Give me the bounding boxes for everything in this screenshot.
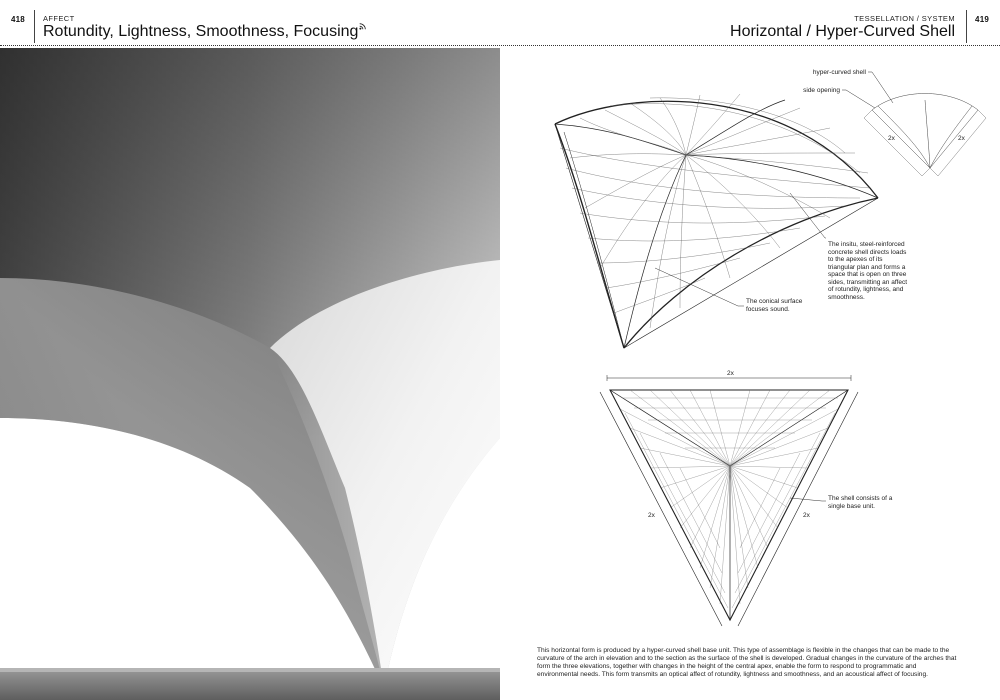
rss-icon — [359, 23, 366, 30]
shell-diagrams — [500, 48, 1000, 700]
callout-conical-surface: The conical surface focuses sound. — [746, 298, 803, 313]
header-dotted-rule — [0, 45, 1000, 46]
right-page-header — [500, 0, 1000, 45]
header-divider — [966, 10, 967, 43]
inset-dim-label-right: 2x — [958, 135, 965, 142]
callout-base-unit: The shell consists of a single base unit. — [828, 495, 893, 510]
right-section-label: TESSELLATION / SYSTEM — [854, 14, 955, 23]
inset-dim-label-left: 2x — [888, 135, 895, 142]
right-page-title: Horizontal / Hyper-Curved Shell — [730, 23, 955, 40]
label-side-opening: side opening — [803, 87, 840, 94]
axonometric-shell-drawing — [555, 94, 878, 348]
plan-dim-label-right: 2x — [803, 512, 810, 519]
plan-dim-label-left: 2x — [648, 512, 655, 519]
header-divider — [34, 10, 35, 43]
left-page-header — [0, 0, 500, 45]
plan-dim-label-top: 2x — [727, 370, 734, 377]
left-page-title-text: Rotundity, Lightness, Smoothness, Focusing — [43, 23, 359, 40]
callout-insitu-shell: The insitu, steel-reinforced concrete shell directs loads to the apexes of its triangular plan and forms a space that is open on three sides, transmitting an affect of rotundity, lightness, and smoothness. — [828, 241, 908, 301]
left-section-label: AFFECT — [43, 14, 75, 23]
shell-photograph — [0, 48, 500, 700]
left-page-number: 418 — [11, 15, 25, 24]
body-paragraph: This horizontal form is produced by a hyper-curved shell base unit. This type of assemblage is flexible in the changes that can be made to the curvature of the arch in elevation and to the section as the surface of the shell is developed. Gradual changes in the curvature of the arches that form the three elevations, together with changes in the height of the central apex, enable the form to respond to programmatic and environmental needs. This form transmits an optical affect of rotundity, lightness and smoothness, and an acoustical affect of focusing. — [537, 647, 957, 678]
label-hyper-curved-shell: hyper-curved shell — [812, 69, 866, 76]
left-page-title — [43, 23, 366, 41]
right-page-number: 419 — [975, 15, 989, 24]
inset-plan-diagram — [864, 94, 986, 177]
